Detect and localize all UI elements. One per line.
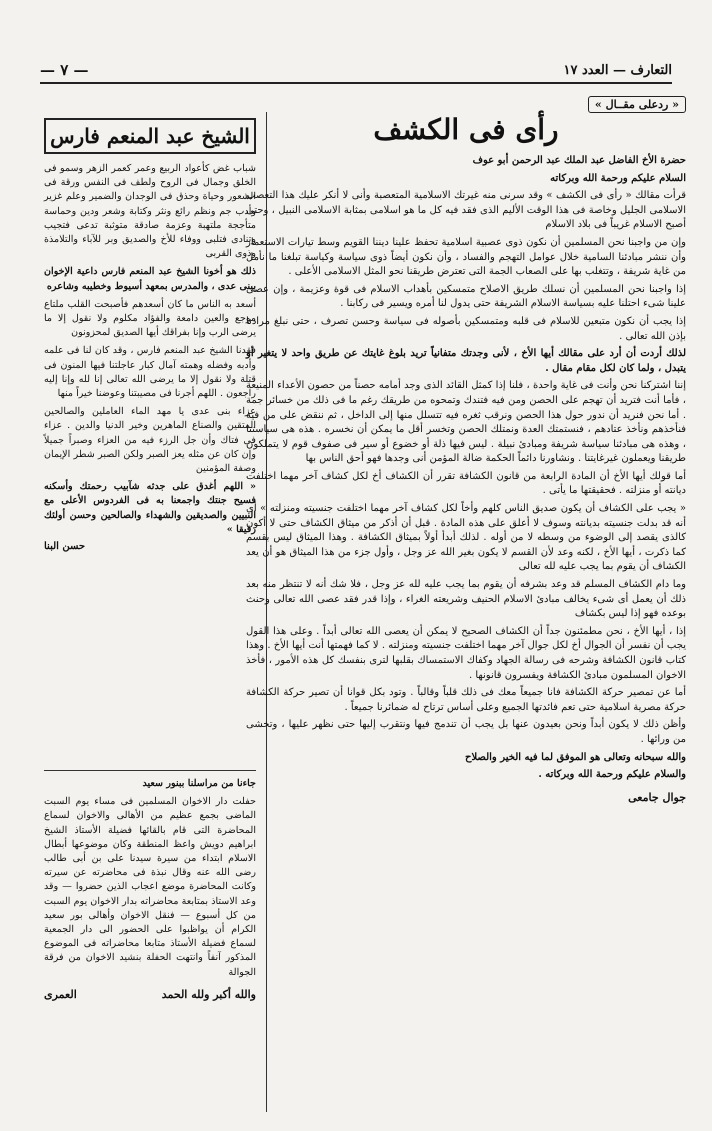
paragraph: شباب غض كأعواد الربيع وعمر كعمر الزهر وسمو فى الخلق وجمال فى الروح ولطف فى النفس ورقة فى الشعور وحياة وحذق فى الوجدان والضمير وعلم غزير وأدب جم ونظم رائع ونثر وكتابة وشعر ودين وحماسة متأججة ملتهبة وعزمة صادقة متوثبة تدعى فتجيب وتنادى فتلبى ووفاء للأخ والصديق وبر للآباء والتلامذة وذوى القربى: [44, 163, 256, 260]
article-tag: « ردعلى مقــال »: [588, 96, 686, 113]
article-signature: جوال جامعى: [628, 790, 686, 804]
news-body: [44, 795, 256, 980]
paragraph: والسلام عليكم ورحمة الله وبركاته .: [538, 769, 686, 781]
paragraph: « اللهم أغدق على جدثه شآبيب رحمتك وأسكنه فسيح جنتك واجمعنا به فى الفردوس الأعلى مع النبيين والصديقين والشهداء والصالحين وحسن أولئك رفيقا »: [44, 481, 256, 535]
page-number: — ٧ —: [40, 61, 89, 79]
news-column: [44, 777, 256, 1001]
paragraph: أسعد به الناس ما كان أسعدهم فأصبحت القلب ملتاع موجع والعين دامعة والفؤاد مكلوم ولا نقول إلا ما يرضى الرب وإنا بفراقك أيها الصديق لمحزونون: [44, 298, 256, 339]
paragraph: أما قولك أيها الأخ أن المادة الرابعة من قانون الكشافة تقرر أن الكشاف أخ لكل كشاف آخر مهما اختلفت ديانته أو منزلته . فحقيقتها ما يأتى .: [246, 470, 686, 497]
paragraph: إننا اشتركنا نحن وأنت فى غاية واحدة ، فلنا إذا كمثل القائد الذى وجد أمامه حصناً من حصون الأعداء المنيعة ، فأما أنت فتريد أن تهجم على الحصن ومن فيه فتندك وتمحوه من طريقك رغم ما فى ذلك من خسائر جمة . أما نحن فنريد أن ندور حول هذا الحصن ونرقب ثغره فيه تتسلل منها إلى الداخل ، ثم ننقض على من فيه فنأخذهم ونأخذ عتادهم ، فنستمتك العدة ونمتلك الحصن وتخسر أقل ما يمكن أن نخسره . هذه هى سياستنا ، وهذه هى مبادئنا سياسة شريفة ومبادئ نبيلة . ليس فيها ذلة أو خضوع أو سير فى صفوف قوم لا يتملكون طريقنا ويعملون غيرغايتنا . ونشاورنا دائماً الحكمة ضالة المؤمن أنى وجدها فهو أحق الناس بها: [246, 380, 686, 465]
obituary-title: الشيخ عبد المنعم فارس: [44, 118, 256, 154]
paragraph: ذلك هو أخونا الشيخ عبد المنعم فارس داعية الإخوان ببنى عدى ، والمدرس بمعهد أسيوط وخطيبه وشاعره: [44, 266, 256, 292]
paragraph: لذلك أردت أن أرد على مقالك أيها الأخ ، لأنى وجدتك متفانياً تريد بلوغ غايتك عن طريق واحد لا يتغير أو يتبدل ، ولما كان لكل مقام مقال .: [246, 348, 686, 374]
paragraph: فقدنا الشيخ عبد المنعم فارس ، وقد كان لنا فى علمه وأدبه وفضله وهمته آمال كبار عاجلتنا فيها المنون فى قتلة ولا نقول إلا ما يرضى الله تعالى إنا لله وإنا إليه راجعون . اللهم أجرنا فى مصيبتنا وعوضنا خيراً منها: [44, 345, 256, 400]
obituary-body: [44, 162, 256, 537]
paragraph: والله سبحانه وتعالى هو الموفق لما فيه الخير والصلاح: [464, 751, 686, 763]
article-body: [246, 154, 686, 783]
paragraph: عزاء بنى عدى يا مهد الماء العاملين والصالحين المتقين والصناع الماهرين وخير الدنيا والدين . عزاء فى فتاك وأن جل الرزء فيه من العزاء وصبراً جميلاً وإن كان عن مثله يعز الصبر ولكن الصبر شطر الإيمان وصفة المؤمنين: [44, 406, 256, 475]
article-title: رأى فى الكشف: [373, 113, 559, 146]
paragraph: حفلت دار الاخوان المسلمين فى مساء يوم السبت الماضى بجمع عظيم من الأهالى والاخوان لسماع المحاضرة التى قام بالقائها فضيلة الأستاذ الشيخ ابراهيم دويش واعظ المنطقة وكان موضوعها أبطال الاسلام ابتداء من سيرة سيدنا على بن أبى طالب رضى الله عنه وقال نبذة فى محاضرته عن سيرته وكانت المحاضرة موضع اعجاب الذين حضروا — وقد وعد الاستاذ بمتابعة محاضراته بدار الاخوان يوم السبت من كل أسبوع — فنقل الاخوان وأهالى بور سعيد الكرام أن يواظبوا على الحضور الى دار الجمعية لسماع فضيلة الأستاذ متابعا محاضراته فى الموضوع المذكور آنفاً وانتهت الحفلة بنشيد الاخوان من فرقة الجوالة: [44, 796, 256, 978]
header-title: التعارف — العدد ١٧: [563, 62, 672, 78]
section-divider: [44, 770, 256, 771]
article-signature-row: [246, 791, 686, 804]
obituary-signature: حسن البنا: [44, 541, 86, 553]
page-header: [40, 58, 672, 84]
paragraph: إذا يجب أن نكون متبعين للاسلام فى قلبه ومتمسكين بأصوله فى سياسة وحسن تصرف ، حتى نبلغ مرادنا بإذن الله تعالى .: [246, 315, 686, 342]
paragraph: وأظن ذلك لا يكون أبداً ونحن بعيدون عنها بل يجب أن تندمج فيها ونتقرب إليها حتى نظهر عليها ، وتخشى من ورائها .: [246, 719, 686, 745]
paragraph: حضرة الأخ الفاضل عبد الملك عبد الرحمن أبو عوف: [472, 155, 686, 166]
paragraph: « يجب على الكشاف أن يكون صديق الناس كلهم وأخاً لكل كشاف آخر مهما اختلفت جنسيته ومنزلته » أى أنه قد بدلت جنسيته بديانته وسوف لا أعلق على هذه المادة . قبل أن أذكر من ميثاق الكشاف حتى لا أكون كالذى يقصد إلى الوضوء من وسطه لا من أوله . لذلك أبدأ أولاً بميثاق الكشافة . وهذا الميثاق ليس بقسم كما ذكرت ، أيها الأخ ، لكنه وعد لأن القسم لا يكون بغير الله عز وجل ، وأول جزء من هذا الميثاق هو أن يعد الكشاف أن يقوم بما يجب عليه لله تعالى: [246, 503, 686, 573]
paragraph: وما دام الكشاف المسلم قد وعد بشرفه أن يقوم بما يجب عليه لله عز وجل ، فلا شك أنه لا تنتظر منه بعد ذلك أن يعمل أى شىء يخالف مبادئ الاسلام الحنيف وشريعته الغراء ، وإذا قدر فقد عصى الله تعالى وحنث بوعده فهو إذا ليس بكشاف: [246, 579, 687, 620]
paragraph: أما عن تمصير حركة الكشافة فانا جميعاً معك فى ذلك قلباً وقالباً . وتود بكل قوانا أن تصير حركة الكشافة حركة مصرية اسلامية حتى تعم فائدتها الجميع وعلى أساس ترتاح له ضمائرنا جميعاً .: [246, 687, 686, 713]
news-signature: العمرى: [44, 987, 77, 1001]
paragraph: إذا واجبنا نحن المسلمين أن نسلك طريق الاصلاح متمسكين بأهداب الاسلام فى قوة وعزيمة ، وإن عصى علينا شىء احتلنا عليه بسياسة الاسلام الشريفة حتى يدول لنا أمره ويسير فى ركابنا .: [246, 283, 686, 310]
news-signature-row: [44, 988, 256, 1001]
paragraph: إذا ، أيها الأخ ، نحن مطمئنون جداً أن الكشاف الصحيح لا يمكن أن يعصى الله تعالى أبداً . وعلى هذا القول يجب أن نفسر أن الجوال أخ لكل جوال آخر مهما اختلفت جنسيته ومنزلته . لا كما فهمتها أنت أيها الأخ . وهذا كتاب قانون الكشافة وشرحه فى رسالة الجهاد وكفاك الاستمساك بقلبها لترى بنفسك كل هذه الأمور ، فأخذ الاخوان المسلمون مبادئ الكشافة ويفسرون قانونها .: [246, 625, 686, 681]
news-closing: والله أكبر ولله الحمد: [161, 987, 256, 1001]
paragraph: قرأت مقالك « رأى فى الكشف » وقد سرنى منه غيرتك الاسلامية المتعصبة وأنى لا أنكر عليك هذا التعصب الاسلامى الجليل وخاصة فى هذا الوقت الأليم الذى فقد فيه كل ما هو اسلامى بمثابة الاسلامى النبيل ، وحتى أصبح الاسلام غريباً فى بلاد الاسلام: [246, 190, 686, 231]
article-column: [246, 96, 686, 804]
obituary-column: [44, 118, 256, 552]
paragraph: وإن من واجبنا نحن المسلمين أن نكون ذوى عصبية اسلامية تحفظ علينا ديننا القويم وسط تيارات الاستعمار وأن ننشر مبادئنا السامية خلال عوامل التهجم والفساد ، وأن نكون أيضاً ذوى سياسة وكياسة تبلغنا ما نأمل من غاية شريفة ، وتتغلب بها على الصعاب الجمة التى تعترض طريقنا نحو المثل الاسلامى الأعلى .: [246, 236, 686, 278]
news-heading: جاءنا من مراسلنا ببنور سعيد: [142, 778, 256, 789]
paragraph: السلام عليكم ورحمة الله وبركاته: [550, 172, 686, 184]
